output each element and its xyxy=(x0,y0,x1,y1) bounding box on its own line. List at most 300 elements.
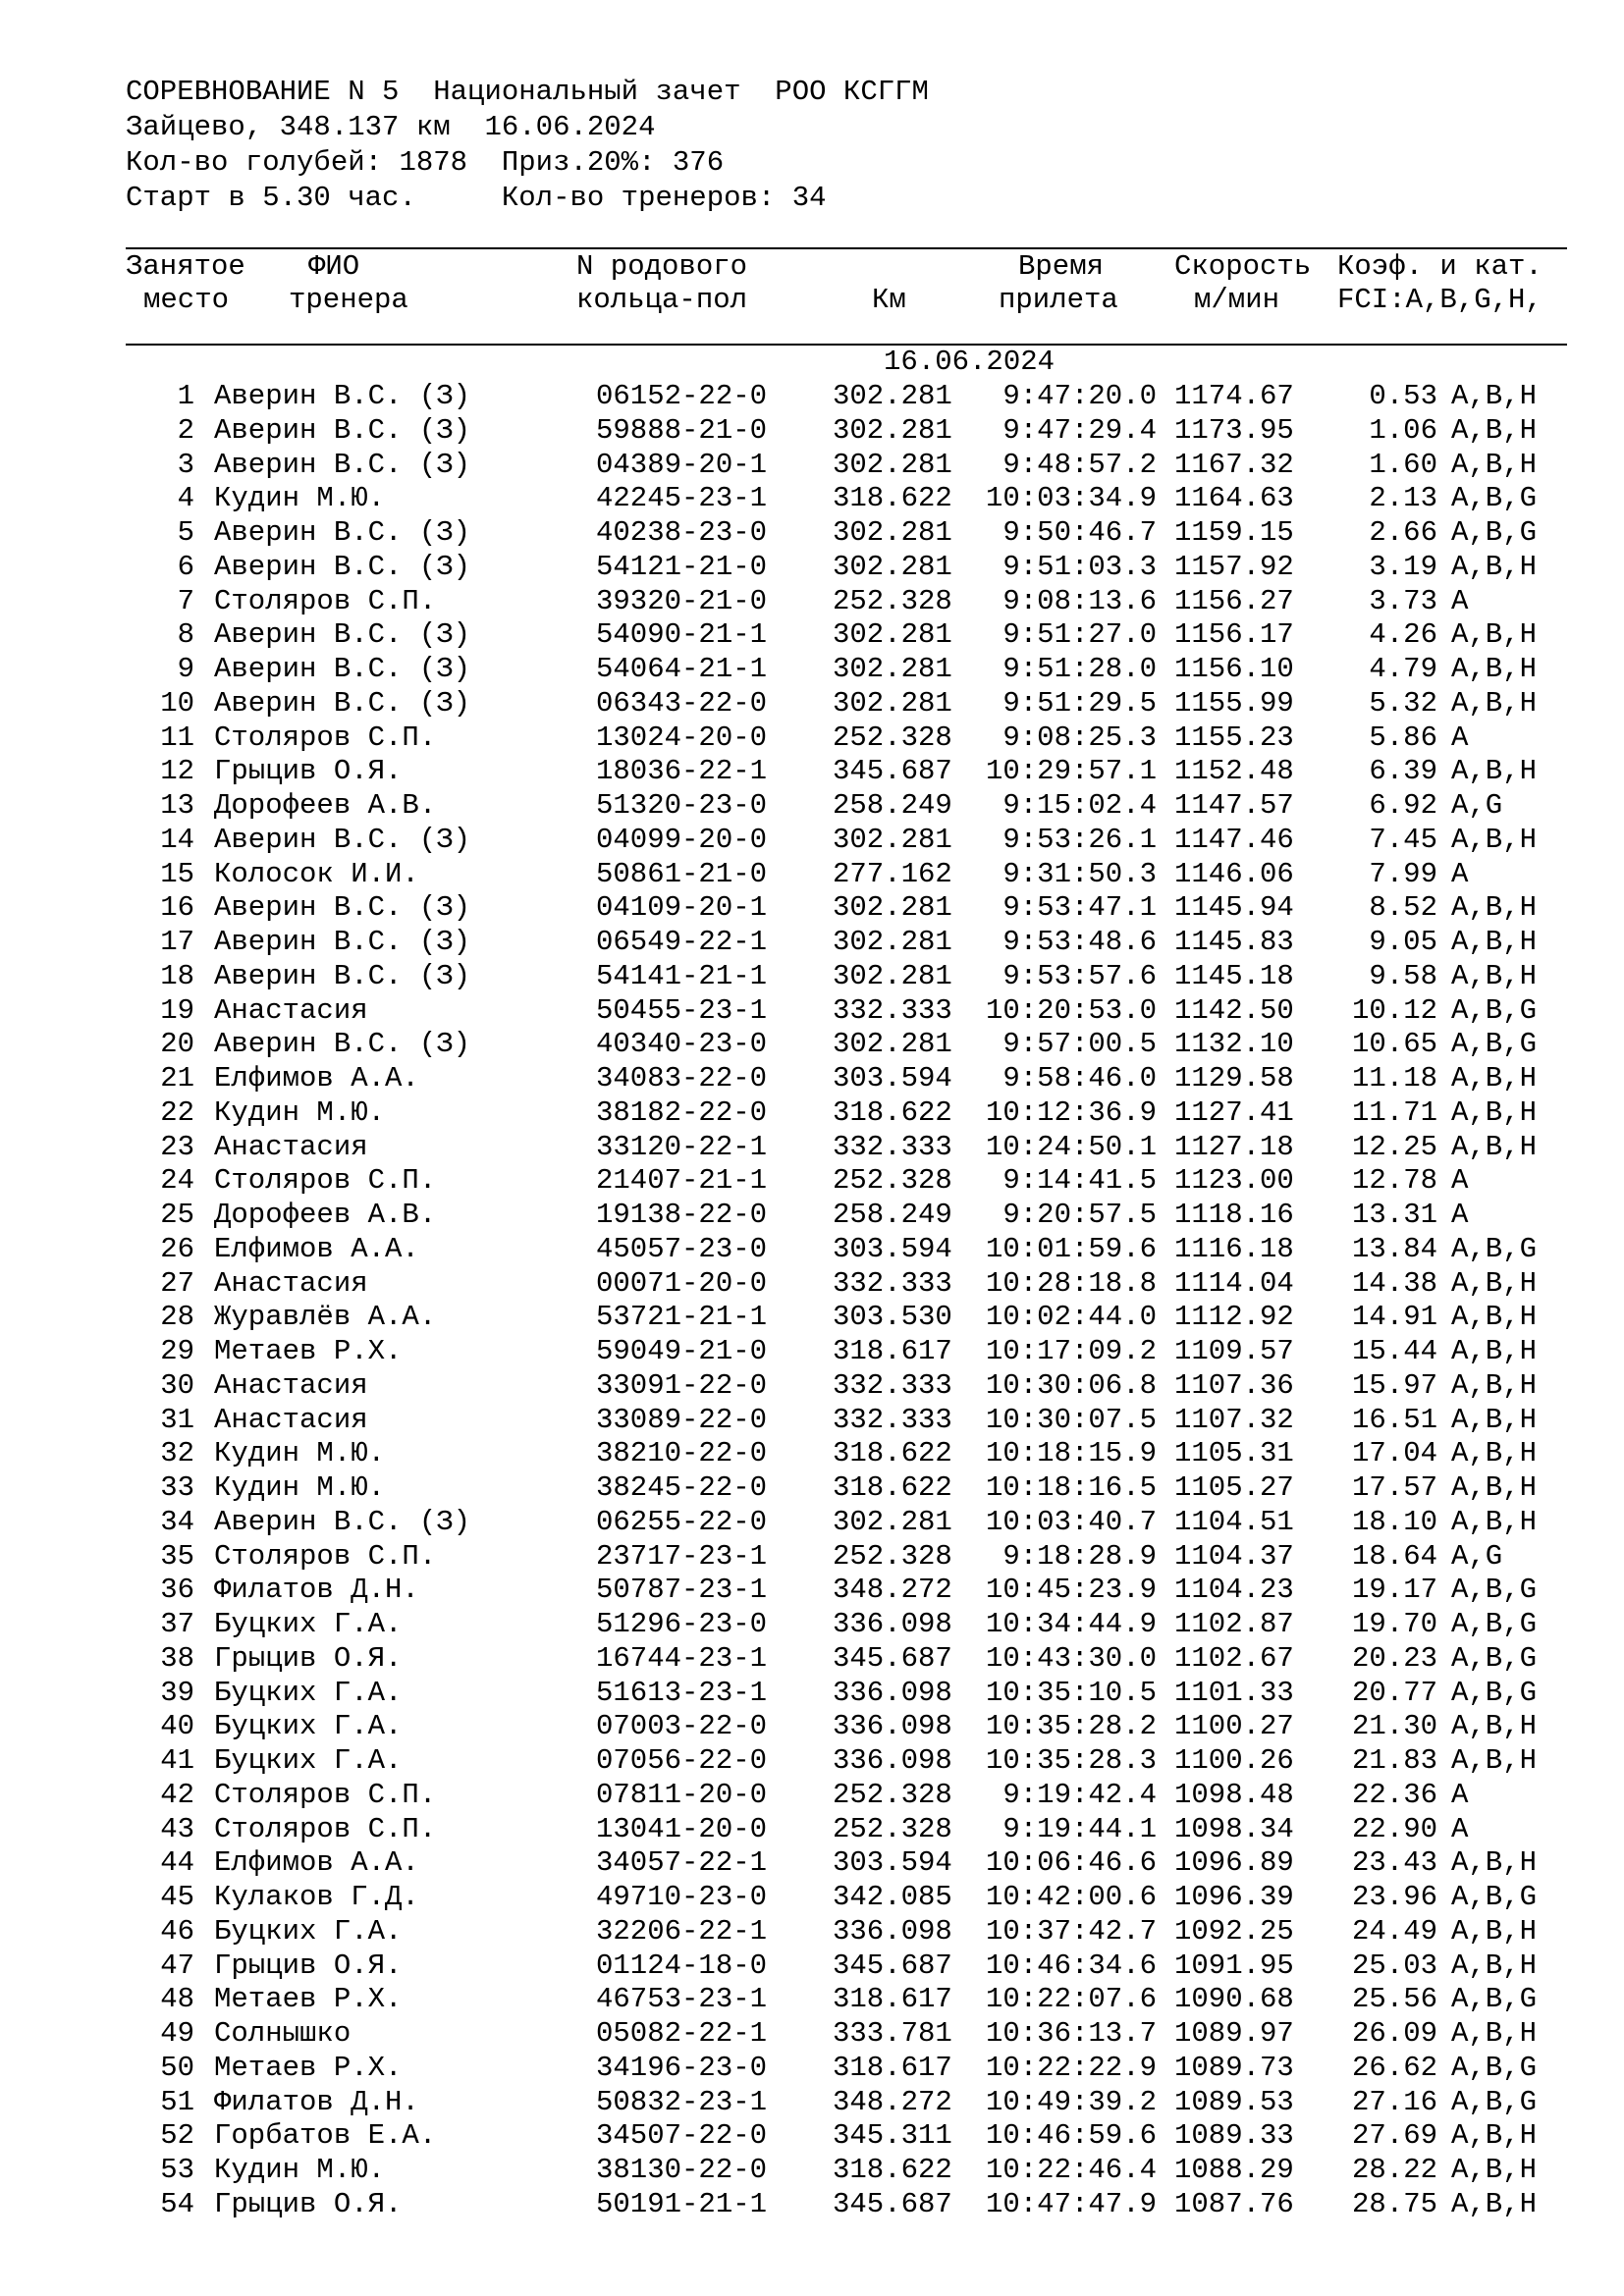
trainer-name-cell: Аверин В.С. (З) xyxy=(214,550,471,583)
arrival-time-cell: 10:46:34.6 xyxy=(985,1949,1157,1982)
table-row xyxy=(0,1506,1624,1540)
table-row xyxy=(0,824,1624,858)
coefficient-cell: 1.06 xyxy=(1369,413,1437,447)
category-cell: A,B,H xyxy=(1451,1949,1538,1982)
speed-cell: 1167.32 xyxy=(1174,448,1294,481)
speed-cell: 1142.50 xyxy=(1174,993,1294,1027)
arrival-time-cell: 9:53:47.1 xyxy=(1002,891,1157,925)
trainer-name-cell: Аверин В.С. (З) xyxy=(214,959,471,992)
coefficient-cell: 5.32 xyxy=(1369,686,1437,720)
distance-cell: 345.311 xyxy=(833,2119,952,2153)
table-row xyxy=(0,1199,1624,1233)
trainer-name-cell: Грыцив О.Я. xyxy=(214,1641,403,1675)
place-cell: 47 xyxy=(160,1949,194,1982)
trainer-name-cell: Метаев Р.Х. xyxy=(214,2051,403,2084)
category-cell: A,B,H xyxy=(1451,686,1538,720)
speed-cell: 1118.16 xyxy=(1174,1199,1294,1231)
distance-cell: 336.098 xyxy=(833,1608,952,1640)
arrival-time-cell: 9:51:03.3 xyxy=(1002,550,1157,583)
arrival-time-cell: 10:29:57.1 xyxy=(985,755,1157,788)
coefficient-cell: 25.03 xyxy=(1351,1949,1437,1982)
table-row xyxy=(0,1540,1624,1575)
trainer-name-cell: Буцких Г.А. xyxy=(214,1744,403,1777)
speed-cell: 1116.18 xyxy=(1174,1232,1294,1265)
distance-cell: 332.333 xyxy=(833,993,952,1027)
speed-cell: 1096.89 xyxy=(1174,1846,1294,1880)
speed-cell: 1127.41 xyxy=(1174,1095,1294,1129)
distance-cell: 302.281 xyxy=(833,380,952,412)
table-row xyxy=(0,1881,1624,1915)
trainer-name-cell: Столяров С.П. xyxy=(214,1812,437,1845)
speed-cell: 1147.57 xyxy=(1174,789,1294,822)
distance-cell: 303.594 xyxy=(833,1062,952,1095)
table-row xyxy=(0,1369,1624,1404)
place-cell: 14 xyxy=(160,823,194,856)
category-cell: A,B,H xyxy=(1451,2017,1538,2050)
speed-cell: 1129.58 xyxy=(1174,1062,1294,1095)
speed-cell: 1089.53 xyxy=(1174,2085,1294,2118)
speed-cell: 1090.68 xyxy=(1174,1983,1294,2016)
coefficient-cell: 17.57 xyxy=(1351,1471,1437,1504)
arrival-time-cell: 9:19:42.4 xyxy=(1002,1778,1157,1811)
speed-cell: 1107.36 xyxy=(1174,1368,1294,1402)
place-cell: 42 xyxy=(160,1778,194,1811)
coefficient-cell: 4.79 xyxy=(1369,653,1437,685)
place-cell: 30 xyxy=(160,1368,194,1402)
table-row xyxy=(0,1744,1624,1779)
trainer-name-cell: Аверин В.С. (З) xyxy=(214,823,471,856)
ring-number-cell: 50861-21-0 xyxy=(596,857,768,890)
ring-number-cell: 04389-20-1 xyxy=(596,448,768,481)
category-cell: A,B,H xyxy=(1451,823,1538,856)
ring-number-cell: 42245-23-1 xyxy=(596,482,768,515)
place-cell: 28 xyxy=(160,1301,194,1334)
coefficient-cell: 18.10 xyxy=(1351,1505,1437,1538)
speed-cell: 1152.48 xyxy=(1174,755,1294,788)
coefficient-cell: 13.84 xyxy=(1351,1232,1437,1265)
category-cell: A,B,H xyxy=(1451,1505,1538,1538)
table-row xyxy=(0,1471,1624,1506)
arrival-time-cell: 10:34:44.9 xyxy=(985,1608,1157,1640)
arrival-time-cell: 10:43:30.0 xyxy=(985,1641,1157,1675)
table-row xyxy=(0,687,1624,721)
coefficient-cell: 12.78 xyxy=(1351,1164,1437,1198)
table-row xyxy=(0,1437,1624,1471)
coefficient-cell: 1.60 xyxy=(1369,448,1437,481)
coefficient-cell: 21.83 xyxy=(1351,1744,1437,1777)
distance-cell: 252.328 xyxy=(833,1539,952,1573)
coefficient-cell: 10.12 xyxy=(1351,993,1437,1027)
trainer-name-cell: Журавлёв А.А. xyxy=(214,1301,437,1334)
category-cell: A,G xyxy=(1451,1539,1503,1573)
category-cell: A,B,G xyxy=(1451,1028,1538,1061)
speed-cell: 1145.94 xyxy=(1174,891,1294,925)
table-row xyxy=(0,1642,1624,1677)
place-cell: 40 xyxy=(160,1710,194,1743)
trainer-name-cell: Анастасия xyxy=(214,993,368,1027)
ring-number-cell: 18036-22-1 xyxy=(596,755,768,788)
table-row xyxy=(0,2188,1624,2222)
table-row xyxy=(0,449,1624,483)
category-cell: A,B,H xyxy=(1451,413,1538,447)
coefficient-cell: 20.77 xyxy=(1351,1676,1437,1709)
speed-cell: 1089.33 xyxy=(1174,2119,1294,2153)
ring-number-cell: 05082-22-1 xyxy=(596,2017,768,2050)
category-cell: A,B,G xyxy=(1451,1881,1538,1913)
trainer-name-cell: Столяров С.П. xyxy=(214,1778,437,1811)
category-cell: A,B,H xyxy=(1451,1403,1538,1436)
start-line: Старт в 5.30 час. Кол-во тренеров: 34 xyxy=(126,182,827,214)
ring-number-cell: 51296-23-0 xyxy=(596,1608,768,1640)
category-cell: A,B,H xyxy=(1451,1301,1538,1334)
trainer-name-cell: Анастасия xyxy=(214,1403,368,1436)
distance-cell: 318.617 xyxy=(833,1983,952,2016)
category-cell: A,B,G xyxy=(1451,1641,1538,1675)
place-cell: 43 xyxy=(160,1812,194,1845)
place-cell: 35 xyxy=(160,1539,194,1573)
distance-cell: 302.281 xyxy=(833,516,952,549)
arrival-time-cell: 10:46:59.6 xyxy=(985,2119,1157,2153)
place-cell: 20 xyxy=(160,1028,194,1061)
place-cell: 8 xyxy=(177,618,194,652)
trainer-name-cell: Кудин М.Ю. xyxy=(214,1095,386,1129)
coefficient-cell: 20.23 xyxy=(1351,1641,1437,1675)
speed-cell: 1104.37 xyxy=(1174,1539,1294,1573)
arrival-time-cell: 10:03:40.7 xyxy=(985,1505,1157,1538)
place-cell: 22 xyxy=(160,1095,194,1129)
category-cell: A,B,H xyxy=(1451,926,1538,958)
arrival-time-cell: 9:51:29.5 xyxy=(1002,686,1157,720)
distance-cell: 258.249 xyxy=(833,1199,952,1231)
ring-number-cell: 34196-23-0 xyxy=(596,2051,768,2084)
trainer-name-cell: Грыцив О.Я. xyxy=(214,1949,403,1982)
ring-number-cell: 53721-21-1 xyxy=(596,1301,768,1334)
ring-number-cell: 38245-22-0 xyxy=(596,1471,768,1504)
ring-number-cell: 16744-23-1 xyxy=(596,1641,768,1675)
distance-cell: 302.281 xyxy=(833,448,952,481)
trainer-name-cell: Буцких Г.А. xyxy=(214,1914,403,1948)
place-cell: 33 xyxy=(160,1471,194,1504)
ring-number-cell: 01124-18-0 xyxy=(596,1949,768,1982)
trainer-name-cell: Аверин В.С. (З) xyxy=(214,891,471,925)
category-cell: A,B,H xyxy=(1451,1266,1538,1300)
distance-cell: 318.617 xyxy=(833,1335,952,1367)
place-cell: 11 xyxy=(160,721,194,754)
table-row xyxy=(0,2154,1624,2188)
arrival-time-cell: 9:31:50.3 xyxy=(1002,857,1157,890)
coefficient-cell: 6.39 xyxy=(1369,755,1437,788)
distance-cell: 258.249 xyxy=(833,789,952,822)
trainer-name-cell: Горбатов Е.А. xyxy=(214,2119,437,2153)
col-km-label: Км xyxy=(872,284,906,316)
arrival-time-cell: 9:48:57.2 xyxy=(1002,448,1157,481)
distance-cell: 345.687 xyxy=(833,1641,952,1675)
category-cell: A,B,H xyxy=(1451,959,1538,992)
coefficient-cell: 23.96 xyxy=(1351,1881,1437,1913)
distance-cell: 332.333 xyxy=(833,1403,952,1436)
place-cell: 39 xyxy=(160,1676,194,1709)
coefficient-cell: 18.64 xyxy=(1351,1539,1437,1573)
speed-cell: 1091.95 xyxy=(1174,1949,1294,1982)
place-cell: 53 xyxy=(160,2154,194,2186)
speed-cell: 1157.92 xyxy=(1174,550,1294,583)
trainer-name-cell: Елфимов А.А. xyxy=(214,1846,419,1880)
ring-number-cell: 06255-22-0 xyxy=(596,1505,768,1538)
category-cell: A,B,H xyxy=(1451,1710,1538,1743)
col-coef-line1: Коэф. и кат. xyxy=(1337,250,1543,283)
ring-number-cell: 33120-22-1 xyxy=(596,1130,768,1163)
col-name-line1: ФИО xyxy=(308,250,360,283)
coefficient-cell: 26.62 xyxy=(1351,2051,1437,2084)
category-cell: A,B,H xyxy=(1451,1095,1538,1129)
arrival-time-cell: 9:51:27.0 xyxy=(1002,618,1157,652)
table-row xyxy=(0,414,1624,449)
table-row xyxy=(0,1233,1624,1267)
category-cell: A xyxy=(1451,1199,1469,1231)
speed-cell: 1156.27 xyxy=(1174,584,1294,617)
place-cell: 2 xyxy=(177,413,194,447)
table-row xyxy=(0,1779,1624,1813)
col-time-line2: прилета xyxy=(999,284,1118,316)
distance-cell: 302.281 xyxy=(833,413,952,447)
trainer-name-cell: Аверин В.С. (З) xyxy=(214,380,471,412)
speed-cell: 1098.34 xyxy=(1174,1812,1294,1845)
speed-cell: 1105.31 xyxy=(1174,1437,1294,1470)
trainer-name-cell: Буцких Г.А. xyxy=(214,1676,403,1709)
coefficient-cell: 2.13 xyxy=(1369,482,1437,515)
ring-number-cell: 51613-23-1 xyxy=(596,1676,768,1709)
ring-number-cell: 50832-23-1 xyxy=(596,2085,768,2118)
coefficient-cell: 13.31 xyxy=(1351,1199,1437,1231)
speed-cell: 1132.10 xyxy=(1174,1028,1294,1061)
speed-cell: 1104.23 xyxy=(1174,1574,1294,1607)
place-cell: 25 xyxy=(160,1199,194,1231)
ring-number-cell: 06343-22-0 xyxy=(596,686,768,720)
coefficient-cell: 27.16 xyxy=(1351,2085,1437,2118)
trainer-name-cell: Метаев Р.Х. xyxy=(214,1335,403,1367)
table-row xyxy=(0,1813,1624,1847)
place-cell: 44 xyxy=(160,1846,194,1880)
arrival-time-cell: 10:22:22.9 xyxy=(985,2051,1157,2084)
arrival-time-cell: 10:24:50.1 xyxy=(985,1130,1157,1163)
distance-cell: 252.328 xyxy=(833,584,952,617)
table-row xyxy=(0,891,1624,926)
speed-cell: 1096.39 xyxy=(1174,1881,1294,1913)
place-cell: 29 xyxy=(160,1335,194,1367)
distance-cell: 342.085 xyxy=(833,1881,952,1913)
arrival-time-cell: 9:19:44.1 xyxy=(1002,1812,1157,1845)
table-row xyxy=(0,926,1624,960)
coefficient-cell: 2.66 xyxy=(1369,516,1437,549)
speed-cell: 1100.26 xyxy=(1174,1744,1294,1777)
arrival-time-cell: 9:18:28.9 xyxy=(1002,1539,1157,1573)
arrival-time-cell: 9:47:20.0 xyxy=(1002,380,1157,412)
distance-cell: 348.272 xyxy=(833,2085,952,2118)
trainer-name-cell: Анастасия xyxy=(214,1266,368,1300)
coefficient-cell: 22.36 xyxy=(1351,1778,1437,1811)
place-cell: 1 xyxy=(177,380,194,412)
trainer-name-cell: Елфимов А.А. xyxy=(214,1062,419,1095)
category-cell: A xyxy=(1451,584,1469,617)
trainer-name-cell: Кудин М.Ю. xyxy=(214,1437,386,1470)
distance-cell: 302.281 xyxy=(833,1505,952,1538)
trainer-name-cell: Столяров С.П. xyxy=(214,1539,437,1573)
table-row xyxy=(0,1677,1624,1711)
col-ring-line1: N родового xyxy=(576,250,748,283)
arrival-time-cell: 9:53:48.6 xyxy=(1002,926,1157,958)
place-cell: 49 xyxy=(160,2017,194,2050)
trainer-name-cell: Столяров С.П. xyxy=(214,1164,437,1198)
trainer-name-cell: Анастасия xyxy=(214,1368,368,1402)
col-place-line2: место xyxy=(143,284,230,316)
ring-number-cell: 46753-23-1 xyxy=(596,1983,768,2016)
coefficient-cell: 7.45 xyxy=(1369,823,1437,856)
arrival-time-cell: 10:36:13.7 xyxy=(985,2017,1157,2050)
speed-cell: 1102.67 xyxy=(1174,1641,1294,1675)
arrival-time-cell: 9:53:26.1 xyxy=(1002,823,1157,856)
distance-cell: 318.622 xyxy=(833,1437,952,1470)
ring-number-cell: 32206-22-1 xyxy=(596,1914,768,1948)
category-cell: A,B,H xyxy=(1451,653,1538,685)
trainer-name-cell: Филатов Д.Н. xyxy=(214,2085,419,2118)
ring-number-cell: 33089-22-0 xyxy=(596,1403,768,1436)
trainer-name-cell: Столяров С.П. xyxy=(214,721,437,754)
table-row xyxy=(0,1915,1624,1949)
ring-number-cell: 34057-22-1 xyxy=(596,1846,768,1880)
distance-cell: 252.328 xyxy=(833,721,952,754)
trainer-name-cell: Буцких Г.А. xyxy=(214,1608,403,1640)
coefficient-cell: 10.65 xyxy=(1351,1028,1437,1061)
speed-cell: 1107.32 xyxy=(1174,1403,1294,1436)
speed-cell: 1102.87 xyxy=(1174,1608,1294,1640)
distance-cell: 303.594 xyxy=(833,1232,952,1265)
category-cell: A,B,H xyxy=(1451,2187,1538,2220)
speed-cell: 1112.92 xyxy=(1174,1301,1294,1334)
speed-cell: 1098.48 xyxy=(1174,1778,1294,1811)
speed-cell: 1156.17 xyxy=(1174,618,1294,652)
table-row xyxy=(0,1574,1624,1608)
table-row xyxy=(0,1301,1624,1335)
trainer-name-cell: Кулаков Г.Д. xyxy=(214,1881,419,1913)
place-cell: 23 xyxy=(160,1130,194,1163)
distance-cell: 302.281 xyxy=(833,959,952,992)
table-row xyxy=(0,380,1624,414)
table-row xyxy=(0,585,1624,619)
table-row xyxy=(0,482,1624,516)
place-cell: 10 xyxy=(160,686,194,720)
speed-cell: 1164.63 xyxy=(1174,482,1294,515)
speed-cell: 1092.25 xyxy=(1174,1914,1294,1948)
category-cell: A,B,H xyxy=(1451,891,1538,925)
trainer-name-cell: Аверин В.С. (З) xyxy=(214,653,471,685)
distance-cell: 332.333 xyxy=(833,1266,952,1300)
coefficient-cell: 7.99 xyxy=(1369,857,1437,890)
distance-cell: 302.281 xyxy=(833,926,952,958)
table-row xyxy=(0,1131,1624,1165)
col-time-line1: Время xyxy=(1018,250,1105,283)
place-cell: 37 xyxy=(160,1608,194,1640)
trainer-name-cell: Филатов Д.Н. xyxy=(214,1574,419,1607)
col-name-line2: тренера xyxy=(289,284,408,316)
distance-cell: 277.162 xyxy=(833,857,952,890)
trainer-name-cell: Колосок И.И. xyxy=(214,857,419,890)
table-row xyxy=(0,994,1624,1029)
trainer-name-cell: Грыцив О.Я. xyxy=(214,755,403,788)
coefficient-cell: 28.22 xyxy=(1351,2154,1437,2186)
ring-number-cell: 00071-20-0 xyxy=(596,1266,768,1300)
place-cell: 6 xyxy=(177,550,194,583)
ring-number-cell: 40340-23-0 xyxy=(596,1028,768,1061)
category-cell: A,B,G xyxy=(1451,516,1538,549)
ring-number-cell: 06152-22-0 xyxy=(596,380,768,412)
ring-number-cell: 04099-20-0 xyxy=(596,823,768,856)
coefficient-cell: 24.49 xyxy=(1351,1914,1437,1948)
category-cell: A,B,G xyxy=(1451,1574,1538,1607)
trainer-name-cell: Аверин В.С. (З) xyxy=(214,516,471,549)
place-cell: 12 xyxy=(160,755,194,788)
trainer-name-cell: Метаев Р.Х. xyxy=(214,1983,403,2016)
category-cell: A,B,H xyxy=(1451,448,1538,481)
table-row xyxy=(0,1710,1624,1744)
table-row xyxy=(0,1404,1624,1438)
arrival-time-cell: 10:22:46.4 xyxy=(985,2154,1157,2186)
coefficient-cell: 8.52 xyxy=(1369,891,1437,925)
category-cell: A,B,G xyxy=(1451,1676,1538,1709)
coefficient-cell: 23.43 xyxy=(1351,1846,1437,1880)
arrival-time-cell: 10:49:39.2 xyxy=(985,2085,1157,2118)
ring-number-cell: 51320-23-0 xyxy=(596,789,768,822)
place-cell: 17 xyxy=(160,926,194,958)
place-cell: 21 xyxy=(160,1062,194,1095)
distance-cell: 302.281 xyxy=(833,550,952,583)
distance-cell: 332.333 xyxy=(833,1130,952,1163)
ring-number-cell: 19138-22-0 xyxy=(596,1199,768,1231)
distance-cell: 252.328 xyxy=(833,1812,952,1845)
ring-number-cell: 54141-21-1 xyxy=(596,959,768,992)
ring-number-cell: 54121-21-0 xyxy=(596,550,768,583)
arrival-time-cell: 10:28:18.8 xyxy=(985,1266,1157,1300)
arrival-time-cell: 10:30:06.8 xyxy=(985,1368,1157,1402)
col-speed-line2: м/мин xyxy=(1194,284,1280,316)
ring-number-cell: 40238-23-0 xyxy=(596,516,768,549)
table-row xyxy=(0,789,1624,824)
coefficient-cell: 11.71 xyxy=(1351,1095,1437,1129)
table-row xyxy=(0,1949,1624,1984)
category-cell: A,B,H xyxy=(1451,618,1538,652)
category-cell: A,B,G xyxy=(1451,2085,1538,2118)
arrival-time-cell: 9:51:28.0 xyxy=(1002,653,1157,685)
arrival-time-cell: 10:02:44.0 xyxy=(985,1301,1157,1334)
distance-cell: 345.687 xyxy=(833,2187,952,2220)
trainer-name-cell: Буцких Г.А. xyxy=(214,1710,403,1743)
trainer-name-cell: Анастасия xyxy=(214,1130,368,1163)
category-cell: A,B,H xyxy=(1451,1744,1538,1777)
coefficient-cell: 25.56 xyxy=(1351,1983,1437,2016)
distance-cell: 303.530 xyxy=(833,1301,952,1334)
arrival-time-cell: 10:35:10.5 xyxy=(985,1676,1157,1709)
category-cell: A,B,H xyxy=(1451,2154,1538,2186)
category-cell: A,B,H xyxy=(1451,1062,1538,1095)
arrival-time-cell: 9:15:02.4 xyxy=(1002,789,1157,822)
ring-number-cell: 50455-23-1 xyxy=(596,993,768,1027)
arrival-time-cell: 10:35:28.3 xyxy=(985,1744,1157,1777)
speed-cell: 1173.95 xyxy=(1174,413,1294,447)
ring-number-cell: 34507-22-0 xyxy=(596,2119,768,2153)
table-row xyxy=(0,653,1624,687)
category-cell: A,B,H xyxy=(1451,1368,1538,1402)
arrival-time-cell: 9:08:13.6 xyxy=(1002,584,1157,617)
ring-number-cell: 33091-22-0 xyxy=(596,1368,768,1402)
